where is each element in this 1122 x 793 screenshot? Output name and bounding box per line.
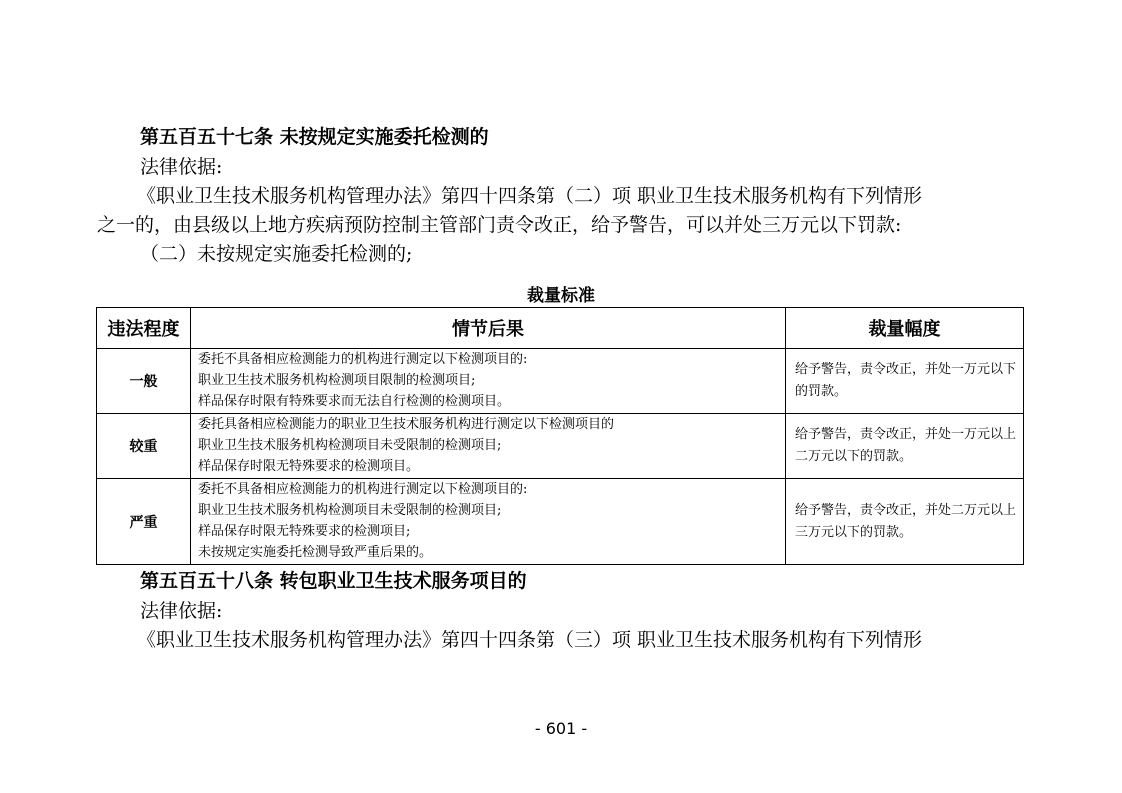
violation-level: 严重 — [97, 479, 191, 565]
circumstance-line: 职业卫生技术服务机构检测项目未受限制的检测项目; — [198, 503, 502, 518]
violation-level: 较重 — [97, 414, 191, 479]
table-title: 裁量标准 — [527, 286, 595, 306]
article-557-basis-label: 法律依据: — [140, 156, 223, 178]
penalty-range: 给予警告，责令改正，并处一万元以下的罚款。 — [786, 349, 1024, 414]
circumstances-cell — [191, 479, 786, 565]
header-penalty-range: 裁量幅度 — [786, 308, 1024, 349]
circumstance-line: 委托具备相应检测能力的职业卫生技术服务机构进行测定以下检测项目的 — [198, 417, 615, 432]
circumstance-line: 样品保存时限有特殊要求而无法自行检测的检测项目。 — [198, 394, 511, 409]
circumstance-line: 未按规定实施委托检测导致严重后果的。 — [198, 545, 433, 560]
header-circumstances: 情节后果 — [191, 308, 786, 349]
article-558-heading: 第五百五十八条 转包职业卫生技术服务项目的 — [140, 570, 527, 592]
table-row — [97, 479, 1024, 565]
header-violation-level: 违法程度 — [97, 308, 191, 349]
penalty-range: 给予警告，责令改正，并处二万元以上三万元以下的罚款。 — [786, 479, 1024, 565]
discretion-standard-table — [96, 307, 1024, 565]
article-557-clause: （二）未按规定实施委托检测的; — [140, 243, 413, 265]
circumstance-line: 职业卫生技术服务机构检测项目限制的检测项目; — [198, 373, 476, 388]
violation-level: 一般 — [97, 349, 191, 414]
article-557-heading: 第五百五十七条 未按规定实施委托检测的 — [140, 126, 489, 148]
circumstance-line: 样品保存时限无特殊要求的检测项目。 — [198, 459, 420, 474]
table-row — [97, 349, 1024, 414]
circumstances-cell — [191, 414, 786, 479]
table-header-row — [97, 308, 1024, 349]
article-558-basis-line1: 《职业卫生技术服务机构管理办法》第四十四条第（三）项 职业卫生技术服务机构有下列情形 — [137, 629, 923, 651]
circumstance-line: 委托不具备相应检测能力的机构进行测定以下检测项目的: — [198, 352, 528, 367]
page-number: - 601 - — [534, 719, 588, 738]
circumstance-line: 职业卫生技术服务机构检测项目未受限制的检测项目; — [198, 438, 502, 453]
penalty-range: 给予警告，责令改正，并处一万元以上二万元以下的罚款。 — [786, 414, 1024, 479]
table-row — [97, 414, 1024, 479]
circumstance-line: 委托不具备相应检测能力的机构进行测定以下检测项目的: — [198, 482, 528, 497]
circumstance-line: 样品保存时限无特殊要求的检测项目; — [198, 524, 411, 539]
article-557-basis-line2: 之一的，由县级以上地方疾病预防控制主管部门责令改正，给予警告，可以并处三万元以下罚款: — [97, 214, 902, 236]
article-558-basis-label: 法律依据: — [140, 600, 223, 622]
circumstances-cell — [191, 349, 786, 414]
article-557-basis-line1: 《职业卫生技术服务机构管理办法》第四十四条第（二）项 职业卫生技术服务机构有下列情形 — [137, 185, 923, 207]
